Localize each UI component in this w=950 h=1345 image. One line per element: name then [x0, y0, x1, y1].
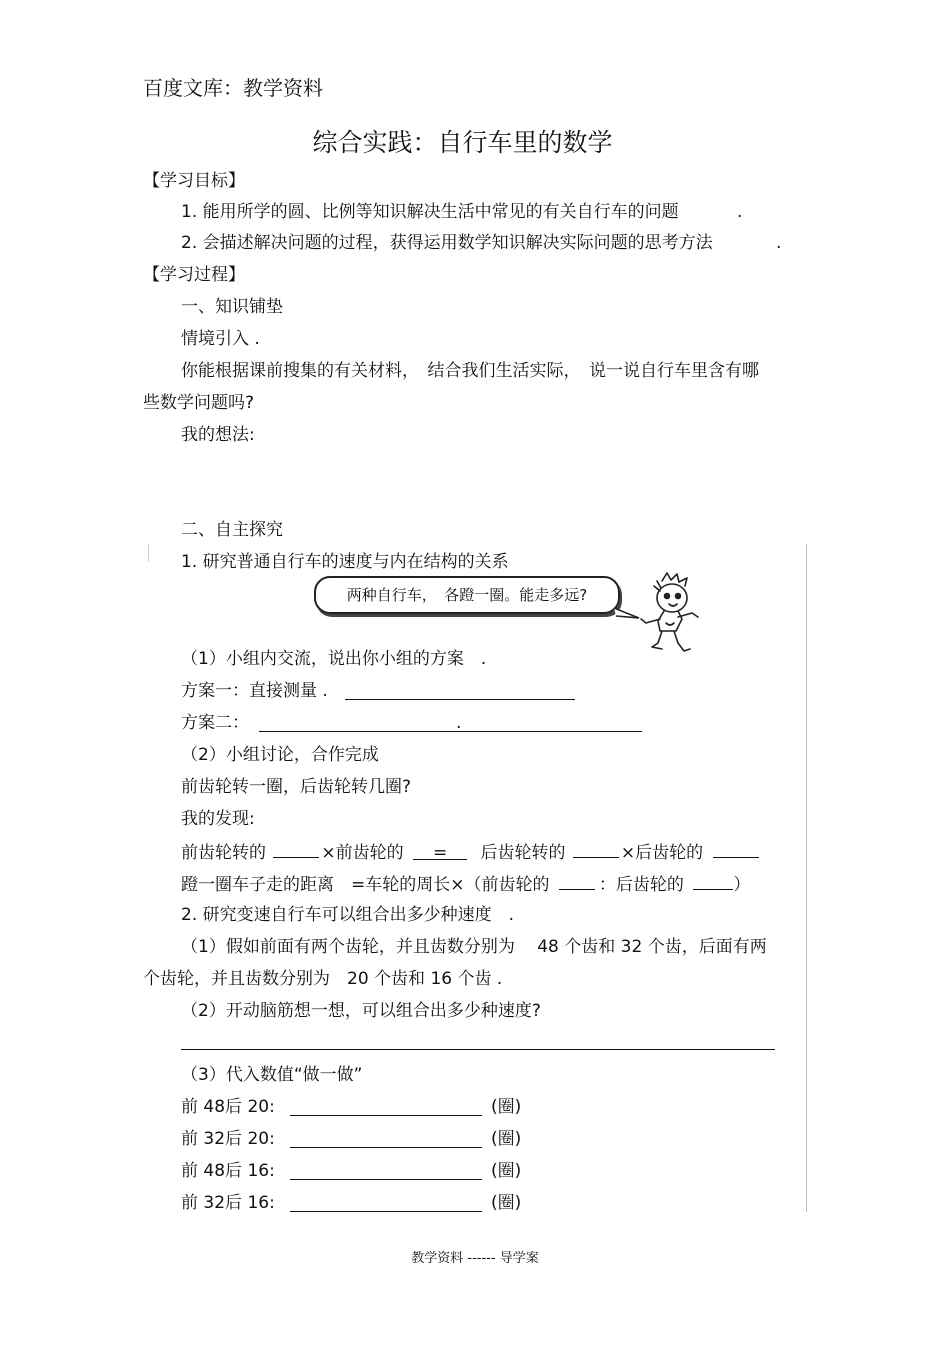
distance-label: 蹬一圈车子走的距离 =车轮的周长×（前齿轮的 — [181, 875, 550, 895]
combo-unit: (圈) — [491, 1193, 522, 1213]
research-1-title: 1. 研究普通自行车的速度与内在结构的关系 — [181, 552, 509, 572]
plan-2-blank[interactable] — [259, 731, 642, 732]
gear-question: 前齿轮转一圈，后齿轮转几圈? — [181, 777, 412, 797]
page-title: 综合实践：自行车里的数学 — [312, 128, 613, 157]
combo-blank[interactable] — [290, 1147, 482, 1148]
rear-turns-blank[interactable] — [573, 840, 619, 858]
research-2-title: 2. 研究变速自行车可以组合出多少种速度 . — [181, 905, 515, 925]
goal-1: 1. 能用所学的圆、比例等知识解决生活中常见的有关自行车的问题 — [181, 202, 679, 222]
plan-1-blank[interactable] — [345, 699, 575, 700]
combo-label: 前 48后 20: — [181, 1097, 275, 1117]
plan-1-label: 方案一：直接测量 . — [181, 681, 328, 701]
case-line-1: （1）假如前面有两个齿轮，并且齿数分别为 48 个齿和 32 个齿，后面有两 — [181, 937, 767, 957]
step-1-text: （1）小组内交流，说出你小组的方案 . — [181, 649, 487, 669]
combo-blank[interactable] — [290, 1179, 482, 1180]
goals-heading: 【学习目标】 — [143, 171, 245, 191]
formula-line — [181, 840, 759, 864]
goal-1-period: . — [737, 202, 743, 222]
formula-rear-teeth-label: ×后齿轮的 — [620, 843, 704, 863]
discovery-label: 我的发现: — [181, 809, 255, 829]
case-question: （2）开动脑筋想一想，可以组合出多少种速度? — [181, 1001, 541, 1021]
page-footer: 教学资料 ------ 导学案 — [411, 1251, 539, 1266]
combo-unit: (圈) — [491, 1161, 522, 1181]
section-1-title: 一、知识铺垫 — [181, 297, 283, 317]
intro-text: 情境引入 . — [181, 329, 260, 349]
box-border-right — [806, 544, 807, 1212]
step-2-text: （2）小组讨论，合作完成 — [181, 745, 379, 765]
front-ratio-blank[interactable] — [559, 872, 595, 890]
formula-front-turns-label: 前齿轮转的 — [181, 843, 266, 863]
question-line-1: 你能根据课前搜集的有关材料， 结合我们生活实际， 说一说自行车里含有哪 — [181, 361, 759, 381]
goal-2: 2. 会描述解决问题的过程，获得运用数学知识解决实际问题的思考方法 — [181, 233, 713, 253]
goal-2-period: . — [776, 233, 782, 253]
case-3-title: （3）代入数值“做一做” — [181, 1065, 363, 1085]
combo-unit: (圈) — [491, 1129, 522, 1149]
combo-label: 前 32后 16: — [181, 1193, 275, 1213]
my-idea-label: 我的想法: — [181, 425, 255, 445]
combo-label: 前 32后 20: — [181, 1129, 275, 1149]
question-line-2: 些数学问题吗? — [143, 393, 255, 413]
formula-equals: = — [432, 843, 448, 863]
speech-bubble-text: 两种自行车， 各蹬一圈。能走多远? — [346, 586, 588, 604]
speech-bubble — [314, 576, 620, 614]
combo-blank[interactable] — [290, 1211, 482, 1212]
rear-teeth-blank[interactable] — [713, 840, 759, 858]
cartoon-child-illustration — [632, 571, 704, 659]
answer-line[interactable] — [181, 1049, 775, 1050]
front-turns-blank[interactable] — [273, 840, 319, 858]
process-heading: 【学习过程】 — [143, 265, 245, 285]
section-2-title: 二、自主探究 — [181, 520, 283, 540]
distance-close: ） — [733, 875, 751, 895]
document-header: 百度文库：教学资料 — [143, 76, 323, 100]
plan-2-period: . — [456, 713, 462, 733]
distance-formula — [181, 872, 750, 896]
combo-label: 前 48后 16: — [181, 1161, 275, 1181]
plan-2-label: 方案二： — [181, 713, 249, 733]
combo-blank[interactable] — [290, 1115, 482, 1116]
combo-unit: (圈) — [491, 1097, 522, 1117]
formula-front-teeth-label: ×前齿轮的 — [321, 843, 404, 863]
front-teeth-blank[interactable] — [413, 842, 467, 863]
rear-ratio-label: ：后齿轮的 — [598, 875, 684, 895]
rear-ratio-blank[interactable] — [693, 872, 733, 890]
box-border-left — [148, 544, 149, 562]
formula-rear-turns-label: 后齿轮转的 — [480, 843, 566, 863]
case-line-2: 个齿轮，并且齿数分别为 20 个齿和 16 个齿 . — [143, 969, 503, 989]
